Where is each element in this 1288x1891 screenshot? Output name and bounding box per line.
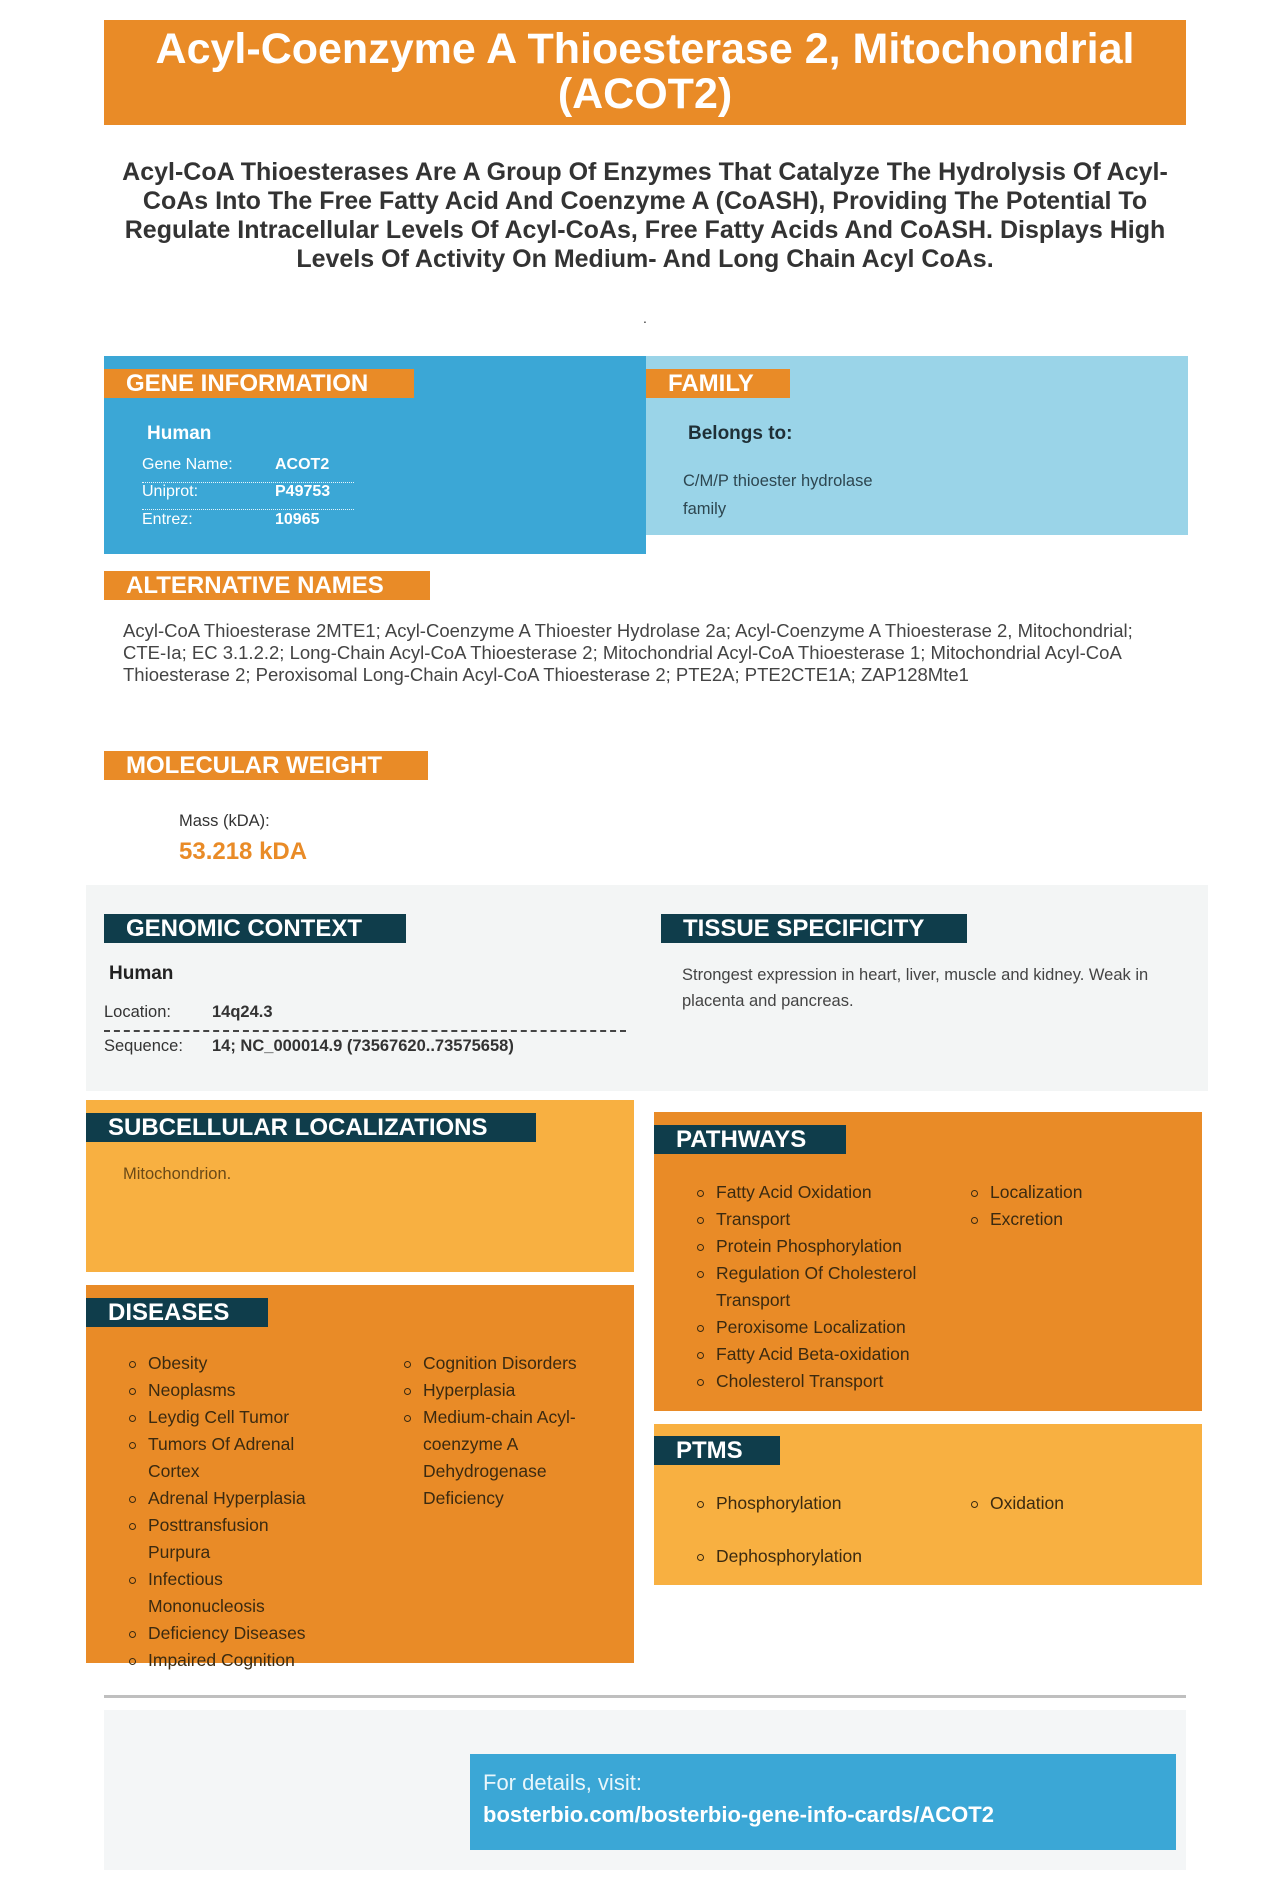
list-item: Regulation Of Cholesterol Transport <box>697 1260 927 1314</box>
list-item: Cognition Disorders <box>404 1350 594 1377</box>
gene-description: Acyl-CoA Thioesterases Are A Group Of Enzymes That Catalyze The Hydrolysis Of Acyl-CoAs Into The Free Fatty Acid And Coenzyme A (CoASH), Providing The Potential To Regulate Intracellular Levels Of Acyl-CoAs, Free Fatty Acids And CoASH. Displays High Levels Of Activity On Medium- And Long Chain Acyl CoAs. <box>122 158 1168 273</box>
list-item: Obesity <box>129 1350 329 1377</box>
gene-information-label: GENE INFORMATION <box>104 369 414 398</box>
footer-divider <box>104 1695 1186 1698</box>
family-line-2: family <box>683 500 727 518</box>
gene-name-value: ACOT2 <box>275 456 330 473</box>
ptms-label: PTMS <box>654 1436 780 1465</box>
family-line-1: C/M/P thioester hydrolase <box>683 472 873 490</box>
list-item: Tumors Of Adrenal Cortex <box>129 1431 329 1485</box>
subcellular-label: SUBCELLULAR LOCALIZATIONS <box>86 1113 536 1142</box>
diseases-list-2 <box>404 1350 594 1512</box>
list-item: Medium-chain Acyl-coenzyme A Dehydrogenase Deficiency <box>404 1404 594 1512</box>
list-item: Protein Phosphorylation <box>697 1233 927 1260</box>
tissue-specificity-text: Strongest expression in heart, liver, muscle and kidney. Weak in placenta and pancreas. <box>682 966 1149 1010</box>
details-link-box[interactable] <box>470 1754 1176 1850</box>
entrez-row <box>142 511 354 537</box>
list-item: Posttransfusion Purpura <box>129 1512 329 1566</box>
list-item: Leydig Cell Tumor <box>129 1404 329 1431</box>
location-key: Location: <box>104 1003 171 1021</box>
list-item: Adrenal Hyperplasia <box>129 1485 329 1512</box>
location-value: 14q24.3 <box>212 1003 273 1021</box>
page-title: Acyl-Coenzyme A Thioesterase 2, Mitochondrial (ACOT2) <box>104 20 1186 125</box>
pathways-label: PATHWAYS <box>654 1125 846 1154</box>
pathways-list-2 <box>971 1179 1171 1233</box>
list-item: Deficiency Diseases <box>129 1620 329 1647</box>
list-item: Impaired Cognition <box>129 1647 329 1674</box>
alternative-names-text: Acyl-CoA Thioesterase 2MTE1; Acyl-Coenzyme A Thioester Hydrolase 2a; Acyl-Coenzyme A Thioesterase 2, Mitochondrial; CTE-Ia; EC 3.1.2.2; Long-Chain Acyl-CoA Thioesterase 2; Mitochondrial Acyl-CoA Thioesterase 1; Mitochondrial Acyl-CoA Thioesterase 2; Peroxisomal Long-Chain Acyl-CoA Thioesterase 2; PTE2A; PTE2CTE1A; ZAP128Mte1 <box>123 620 1133 685</box>
tissue-specificity-label: TISSUE SPECIFICITY <box>661 914 967 943</box>
uniprot-key: Uniprot: <box>142 483 199 500</box>
list-item: Transport <box>697 1206 927 1233</box>
gene-organism: Human <box>147 423 212 444</box>
sequence-value: 14; NC_000014.9 (73567620..73575658) <box>212 1037 514 1055</box>
sequence-key: Sequence: <box>104 1037 183 1055</box>
list-item: Phosphorylation <box>697 1490 927 1517</box>
list-item: Dephosphorylation <box>697 1543 927 1570</box>
list-item: Excretion <box>971 1206 1171 1233</box>
list-item: Cholesterol Transport <box>697 1368 927 1395</box>
gene-name-key: Gene Name: <box>142 456 233 473</box>
list-item: Fatty Acid Beta-oxidation <box>697 1341 927 1368</box>
diseases-list-1 <box>129 1350 329 1674</box>
gene-name-row <box>142 456 354 483</box>
subcellular-text: Mitochondrion. <box>123 1165 232 1183</box>
molecular-weight-label: MOLECULAR WEIGHT <box>104 751 428 780</box>
visit-label: For details, visit: <box>483 1770 642 1795</box>
family-label: FAMILY <box>646 369 790 398</box>
entrez-key: Entrez: <box>142 511 193 528</box>
mass-value: 53.218 kDA <box>179 838 308 865</box>
genomic-organism: Human <box>109 963 174 984</box>
list-item: Peroxisome Localization <box>697 1314 927 1341</box>
list-item: Fatty Acid Oxidation <box>697 1179 927 1206</box>
location-row <box>104 1000 626 1032</box>
ptms-list-1 <box>697 1490 927 1570</box>
family-heading: Belongs to: <box>688 423 793 444</box>
genomic-context-label: GENOMIC CONTEXT <box>104 914 406 943</box>
entrez-value: 10965 <box>275 511 320 528</box>
uniprot-row <box>142 483 354 510</box>
sequence-row <box>104 1033 626 1063</box>
list-item: Localization <box>971 1179 1171 1206</box>
list-item: Neoplasms <box>129 1377 329 1404</box>
mass-label: Mass (kDA): <box>179 812 270 830</box>
diseases-label: DISEASES <box>86 1298 268 1327</box>
alternative-names-label: ALTERNATIVE NAMES <box>104 571 430 600</box>
uniprot-value: P49753 <box>275 483 331 500</box>
separator-dot: . <box>643 310 647 326</box>
ptms-list-2 <box>971 1490 1171 1517</box>
list-item: Hyperplasia <box>404 1377 594 1404</box>
pathways-list-1 <box>697 1179 927 1395</box>
details-url-link[interactable]: bosterbio.com/bosterbio-gene-info-cards/ACOT2 <box>483 1802 994 1827</box>
list-item: Infectious Mononucleosis <box>129 1566 329 1620</box>
list-item: Oxidation <box>971 1490 1171 1517</box>
